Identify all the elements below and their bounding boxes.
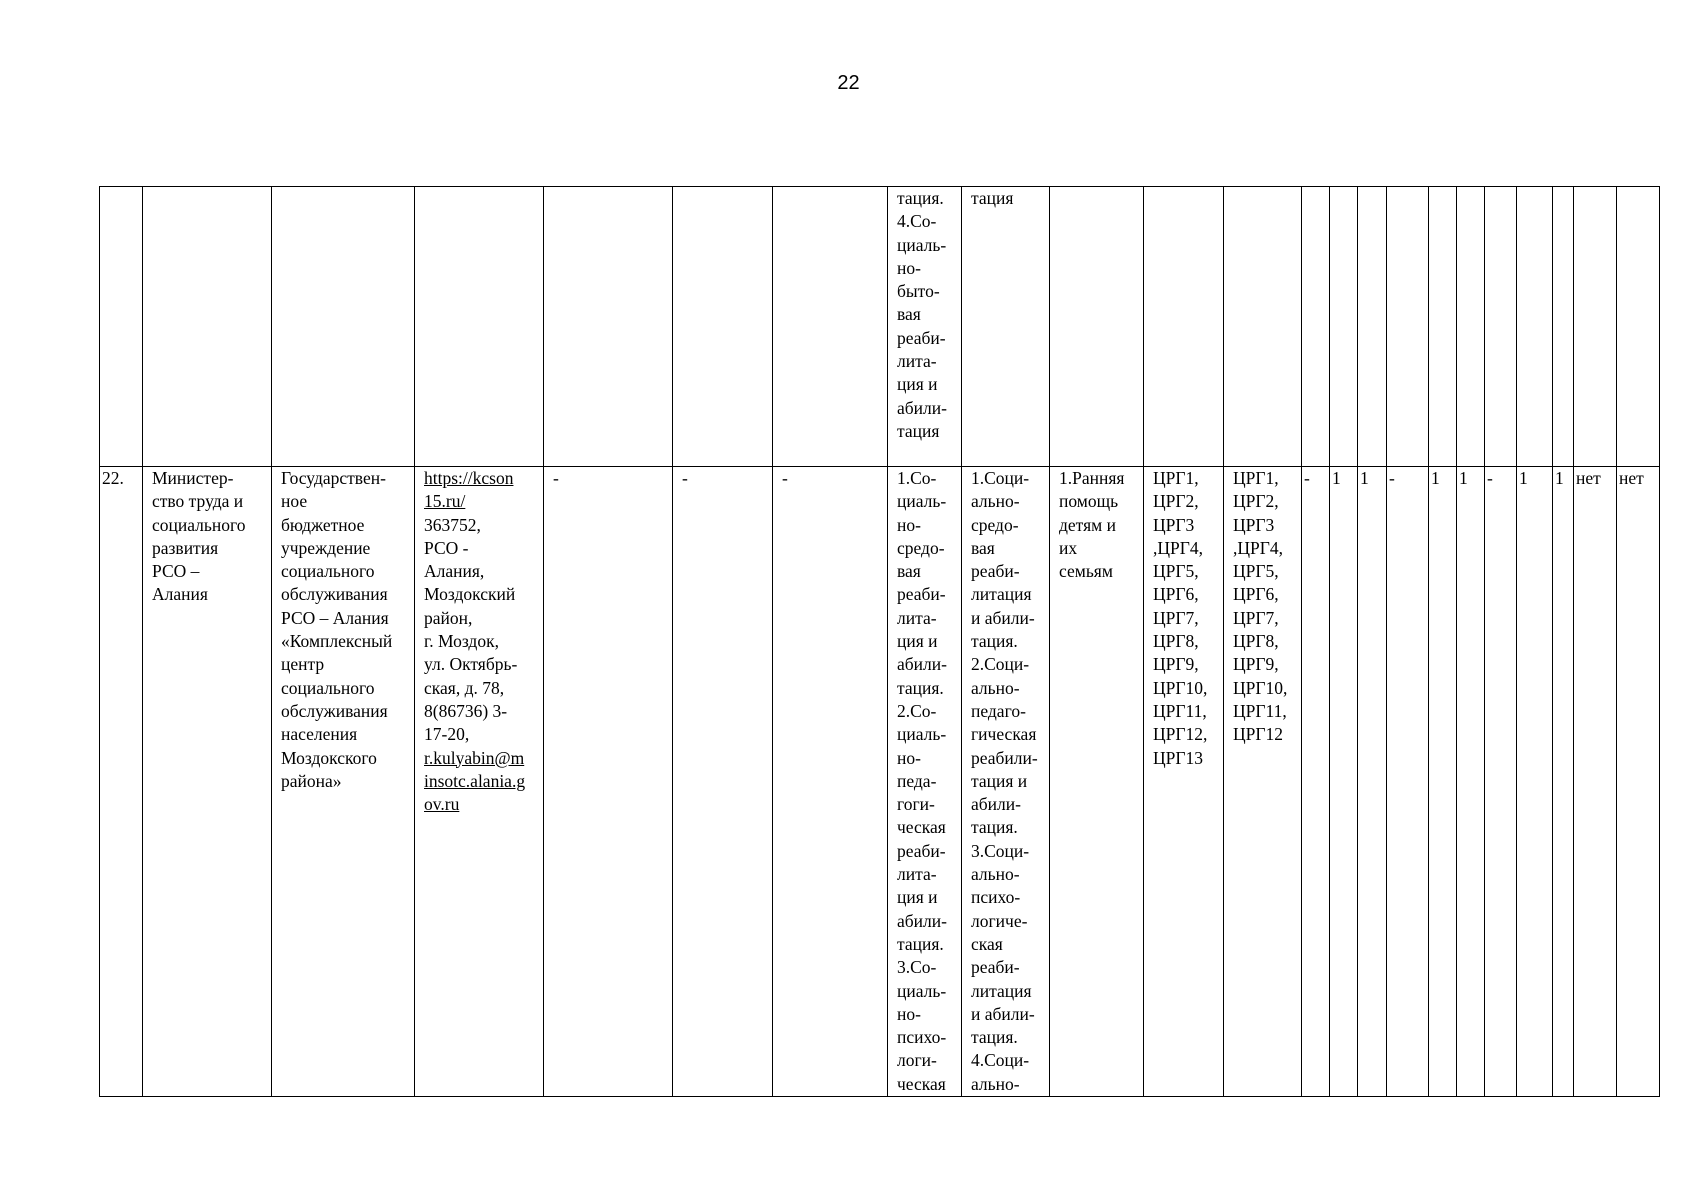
cell-empty bbox=[143, 187, 272, 467]
table-row bbox=[100, 467, 1660, 1097]
ministry-cell: Министер- ство труда и социального развития РСО – Алания bbox=[143, 467, 272, 1097]
cell-rehab-continued: тация. 4.Со- циаль- но- быто- вая реаби- лита- ция и абили- тация bbox=[888, 187, 962, 467]
cell-empty bbox=[1302, 187, 1330, 467]
early-help-cell: 1.Ранняя помощь детям и их семьям bbox=[1050, 467, 1144, 1097]
cell-empty bbox=[1517, 187, 1553, 467]
cell-empty bbox=[673, 187, 773, 467]
contacts-cell bbox=[415, 467, 544, 1097]
email-link[interactable]: r.kulyabin@m insotc.alania.g ov.ru bbox=[424, 747, 526, 815]
cell-col21: 1 bbox=[1553, 467, 1574, 1097]
cell-empty bbox=[415, 187, 544, 467]
row-number: 22. bbox=[100, 467, 143, 1097]
cell-empty bbox=[544, 187, 673, 467]
cell-empty bbox=[1457, 187, 1485, 467]
cell-col22: нет bbox=[1574, 467, 1617, 1097]
cell-empty bbox=[1574, 187, 1617, 467]
cell-col16: - bbox=[1387, 467, 1429, 1097]
rehab-services-alt-cell: 1.Соци- ально- средо- вая реаби- литация и абили- тация. 2.Соци- ально- педаго- гическая реабили- тация и абили- тация. 3.Соци- ально- психо- логиче- ская реаби- литация и абили- тация. 4.Соци- ально- bbox=[962, 467, 1050, 1097]
cell-col20: 1 bbox=[1517, 467, 1553, 1097]
cell-empty bbox=[1485, 187, 1517, 467]
website-link[interactable]: https://kcson 15.ru/ bbox=[424, 468, 514, 512]
cell-empty bbox=[1224, 187, 1302, 467]
cell-col17: 1 bbox=[1429, 467, 1457, 1097]
address-text: 363752, РСО - Алания, Моздокский район, г. Моздок, ул. Октябрь- ская, д. 78, 8(86736) 3- 17-20, bbox=[424, 514, 518, 745]
cell-col7: - bbox=[773, 467, 888, 1097]
cell-col14: 1 bbox=[1330, 467, 1358, 1097]
rehab-services-cell: 1.Со- циаль- но- средо- вая реаби- лита- ция и абили- тация. 2.Со- циаль- но- педа- гоги- ческая реаби- лита- ция и абили- тация. 3.Со- циаль- но- психо- логи- ческая bbox=[888, 467, 962, 1097]
cell-col5: - bbox=[544, 467, 673, 1097]
organization-cell: Государствен- ное бюджетное учреждение социального обслуживания РСО – Алания «Комплексный центр социального обслуживания населения Моздокского района» bbox=[272, 467, 415, 1097]
target-groups-alt-cell: ЦРГ1, ЦРГ2, ЦРГ3 ,ЦРГ4, ЦРГ5, ЦРГ6, ЦРГ7, ЦРГ8, ЦРГ9, ЦРГ10, ЦРГ11, ЦРГ12 bbox=[1224, 467, 1302, 1097]
cell-empty bbox=[1553, 187, 1574, 467]
cell-col23: нет bbox=[1617, 467, 1660, 1097]
cell-rehab-alt-continued: тация bbox=[962, 187, 1050, 467]
cell-empty bbox=[1330, 187, 1358, 467]
cell-col19: - bbox=[1485, 467, 1517, 1097]
cell-empty bbox=[1358, 187, 1387, 467]
cell-empty bbox=[272, 187, 415, 467]
cell-empty bbox=[773, 187, 888, 467]
cell-empty bbox=[1144, 187, 1224, 467]
cell-empty bbox=[1387, 187, 1429, 467]
cell-empty bbox=[100, 187, 143, 467]
page-number: 22 bbox=[837, 72, 860, 94]
cell-col18: 1 bbox=[1457, 467, 1485, 1097]
cell-col6: - bbox=[673, 467, 773, 1097]
cell-empty bbox=[1617, 187, 1660, 467]
cell-empty bbox=[1050, 187, 1144, 467]
cell-col13: - bbox=[1302, 467, 1330, 1097]
cell-col15: 1 bbox=[1358, 467, 1387, 1097]
target-groups-cell: ЦРГ1, ЦРГ2, ЦРГ3 ,ЦРГ4, ЦРГ5, ЦРГ6, ЦРГ7, ЦРГ8, ЦРГ9, ЦРГ10, ЦРГ11, ЦРГ12, ЦРГ13 bbox=[1144, 467, 1224, 1097]
registry-table bbox=[99, 186, 1660, 1097]
cell-empty bbox=[1429, 187, 1457, 467]
continuation-row bbox=[100, 187, 1660, 467]
